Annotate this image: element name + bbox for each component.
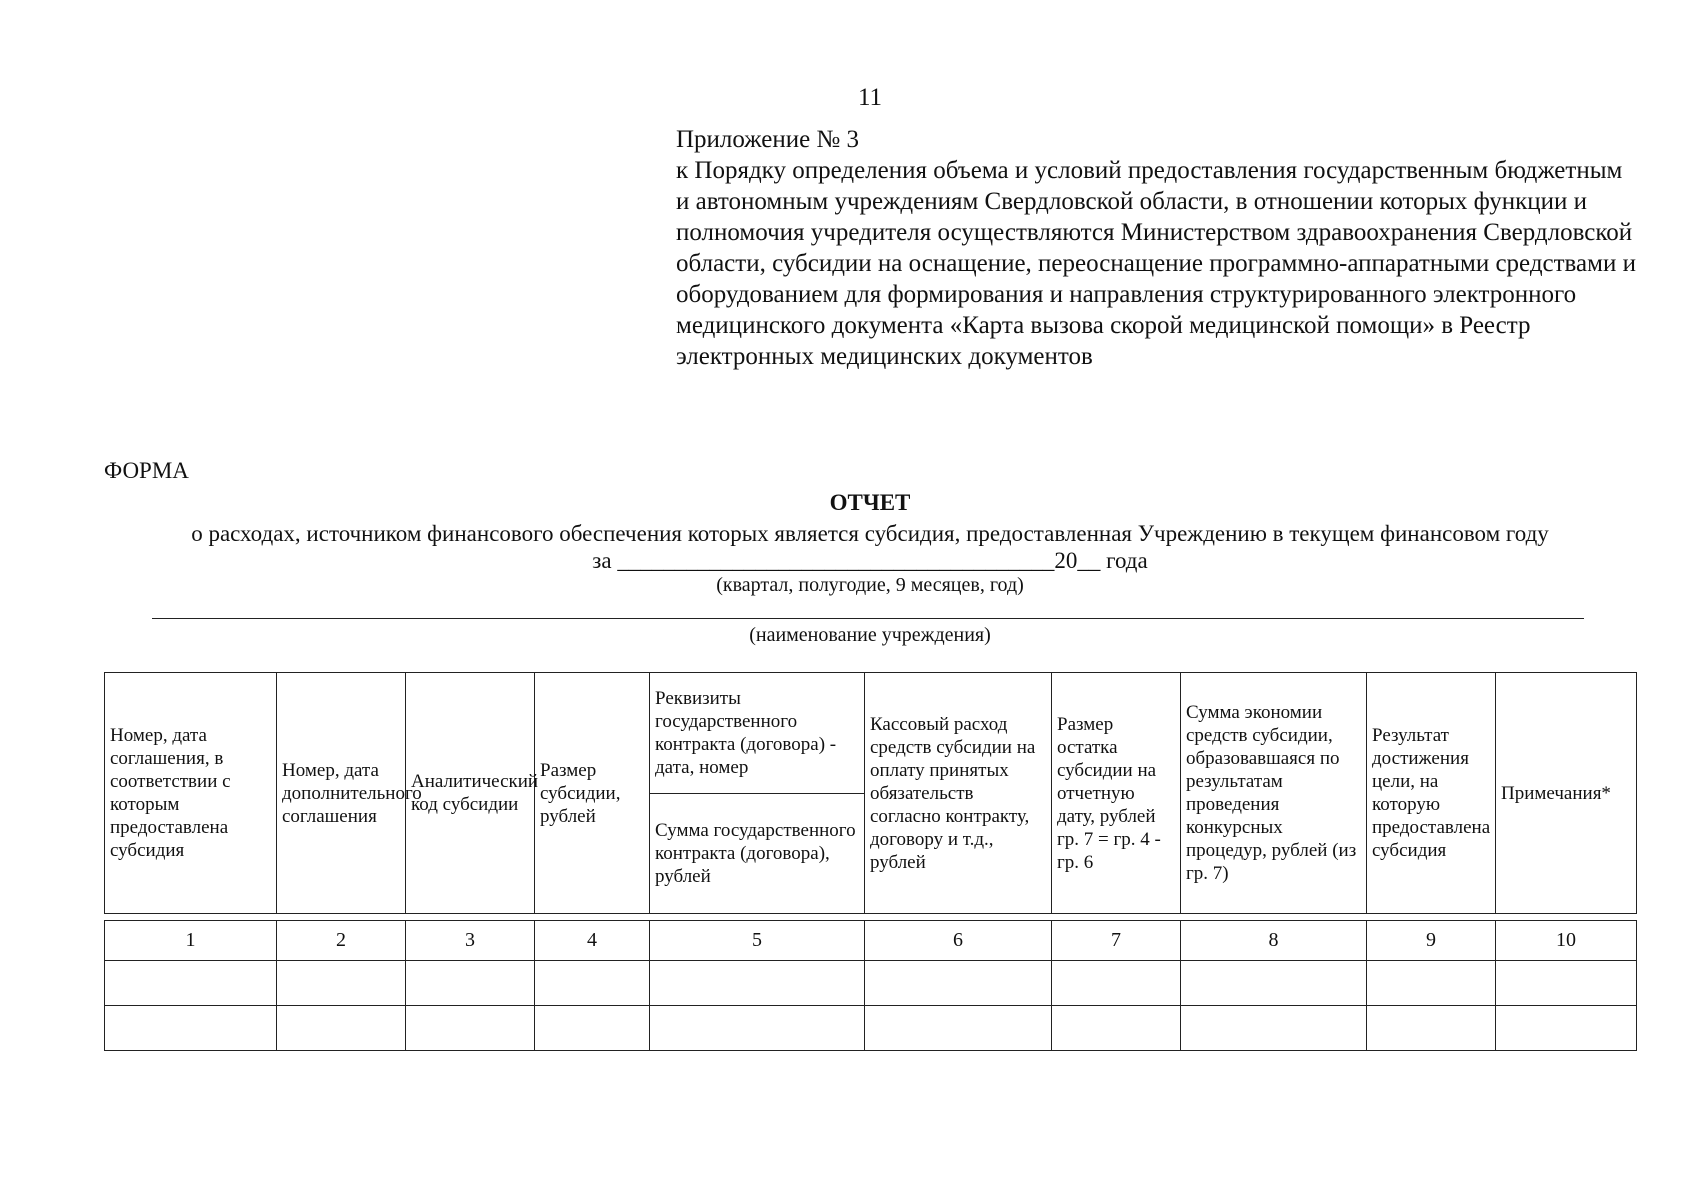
column-number: 10 bbox=[1496, 921, 1637, 961]
column-number: 6 bbox=[865, 921, 1052, 961]
table-cell bbox=[1052, 961, 1181, 1006]
column-number: 4 bbox=[535, 921, 650, 961]
table-cell bbox=[406, 1006, 535, 1051]
header-col-1: Номер, дата соглашения, в соответствии с которым предоставлена субсидия bbox=[105, 673, 277, 914]
table-cell bbox=[535, 961, 650, 1006]
table-cell bbox=[1181, 1006, 1367, 1051]
table-cell bbox=[406, 961, 535, 1006]
column-number: 3 bbox=[406, 921, 535, 961]
column-number: 8 bbox=[1181, 921, 1367, 961]
header-col-2: Номер, дата дополнительного соглашения bbox=[277, 673, 406, 914]
report-period-line: за ______________________________________20__ года bbox=[592, 548, 1148, 573]
column-number: 1 bbox=[105, 921, 277, 961]
organization-name-line bbox=[152, 618, 1584, 619]
header-col-8: Сумма экономии средств субсидии, образовавшаяся по результатам проведения конкурсных процедур, рублей (из гр. 7) bbox=[1181, 673, 1367, 914]
table-cell bbox=[105, 961, 277, 1006]
table-cell bbox=[1496, 961, 1637, 1006]
header-col-4: Размер субсидии, рублей bbox=[535, 673, 650, 914]
table-cell bbox=[535, 1006, 650, 1051]
table-cell bbox=[650, 1006, 865, 1051]
table-cell bbox=[865, 1006, 1052, 1051]
report-table-header bbox=[104, 672, 1637, 914]
page-number: 11 bbox=[857, 84, 883, 111]
header-col-10: Примечания* bbox=[1496, 673, 1637, 914]
report-title: ОТЧЕТ bbox=[829, 490, 911, 515]
table-cell bbox=[1181, 961, 1367, 1006]
table-cell bbox=[1367, 961, 1496, 1006]
table-cell bbox=[277, 1006, 406, 1051]
report-table-body bbox=[104, 920, 1637, 1051]
header-col-5-bottom: Сумма государственного контракта (договора), рублей bbox=[650, 794, 865, 914]
column-number-row bbox=[105, 921, 1637, 961]
table-cell bbox=[1052, 1006, 1181, 1051]
appendix-block bbox=[676, 124, 1636, 372]
form-label: ФОРМА bbox=[104, 458, 189, 483]
table-cell bbox=[1496, 1006, 1637, 1051]
column-number: 5 bbox=[650, 921, 865, 961]
appendix-body: к Порядку определения объема и условий предоставления государственным бюджетным и автономным учреждениям Свердловской области, в отношении которых функции и полномочия учредителя осуществляются Министерством здравоохранения Свердловской области, субсидии на оснащение, переоснащение программно-аппаратными средствами и оборудованием для формирования и направления структурированного электронного медицинского документа «Карта вызова скорой медицинской помощи» в Реестр электронных медицинских документов bbox=[676, 157, 1636, 370]
report-period-hint: (квартал, полугодие, 9 месяцев, год) bbox=[716, 574, 1024, 596]
organization-name-hint: (наименование учреждения) bbox=[749, 624, 991, 646]
table-cell bbox=[650, 961, 865, 1006]
column-number: 9 bbox=[1367, 921, 1496, 961]
header-col-9: Результат достижения цели, на которую предоставлена субсидия bbox=[1367, 673, 1496, 914]
report-subtitle: о расходах, источником финансового обеспечения которых является субсидия, предоставленная Учреждению в текущем финансовом году bbox=[191, 521, 1549, 546]
appendix-title: Приложение № 3 bbox=[676, 126, 860, 153]
column-number: 2 bbox=[277, 921, 406, 961]
header-col-7: Размер остатка субсидии на отчетную дату, рублей гр. 7 = гр. 4 - гр. 6 bbox=[1052, 673, 1181, 914]
column-number: 7 bbox=[1052, 921, 1181, 961]
table-cell bbox=[277, 961, 406, 1006]
header-col-3: Аналитический код субсидии bbox=[406, 673, 535, 914]
table-cell bbox=[105, 1006, 277, 1051]
table-cell bbox=[865, 961, 1052, 1006]
table-row bbox=[105, 1006, 1637, 1051]
header-col-6: Кассовый расход средств субсидии на оплату принятых обязательств согласно контракту, договору и т.д., рублей bbox=[865, 673, 1052, 914]
header-col-5-top: Реквизиты государственного контракта (договора) - дата, номер bbox=[650, 673, 865, 794]
table-row bbox=[105, 961, 1637, 1006]
table-cell bbox=[1367, 1006, 1496, 1051]
